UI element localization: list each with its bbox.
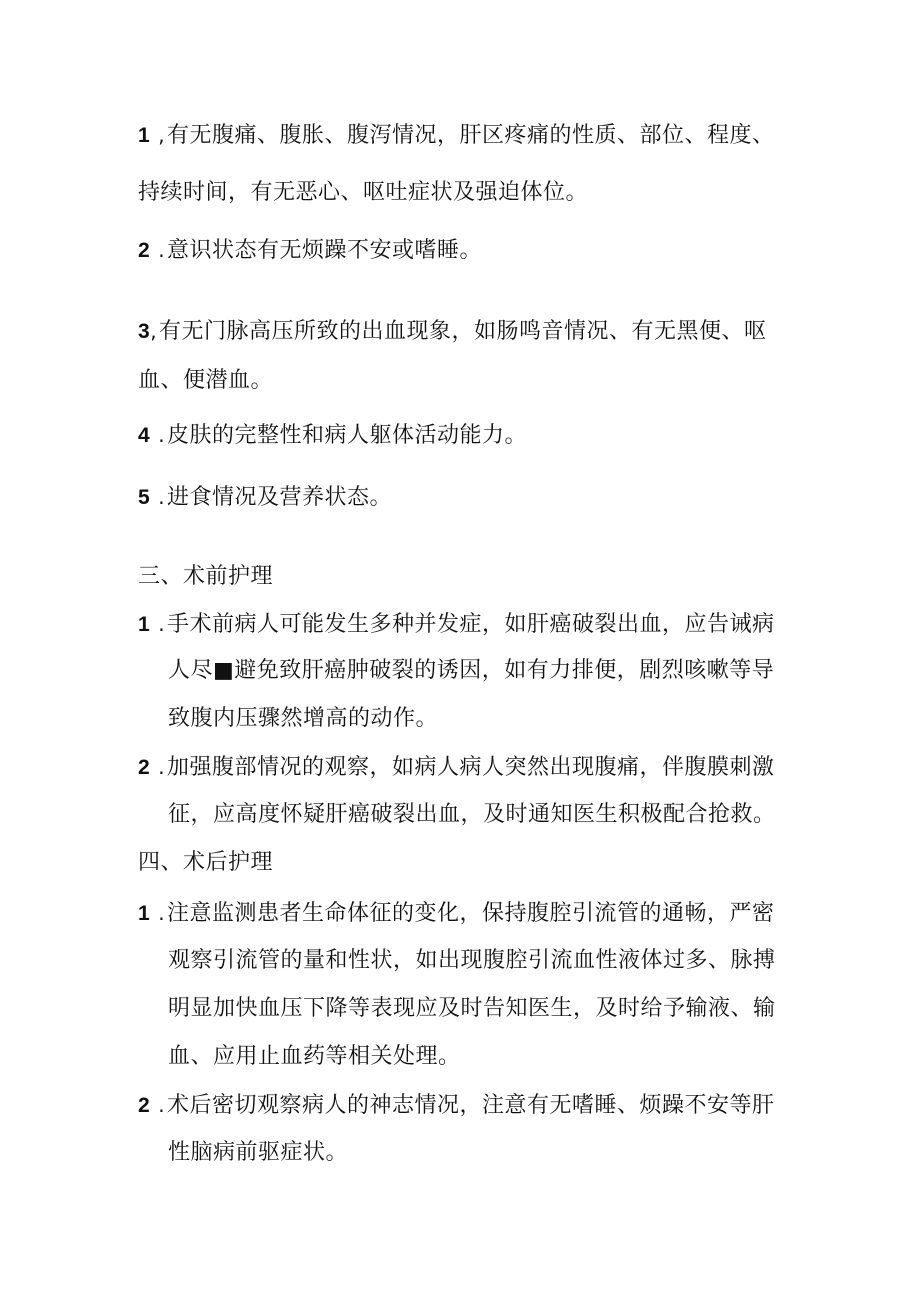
postop-item-1-line-1 [138, 898, 775, 929]
item-text: 皮肤的完整性和病人躯体活动能力。 [167, 423, 528, 448]
item-number: 1 [138, 902, 151, 925]
item-text: 观察引流管的量和性状，如出现腹腔引流血性液体过多、脉搏 [168, 948, 776, 973]
item-number: 1 [138, 124, 151, 147]
item-text: 征，应高度怀疑肝癌破裂出血，及时通知医生积极配合抢救。 [168, 802, 776, 827]
list-item-3-line-2 [138, 366, 273, 396]
item-text: 有无腹痛、腹胀、腹泻情况，肝区疼痛的性质、部位、程度、 [167, 123, 775, 148]
item-text: 性脑病前驱症状。 [168, 1140, 349, 1165]
item-text: 持续时间，有无恶心、呕吐症状及强迫体位。 [138, 180, 589, 205]
preop-item-1-line-3 [168, 704, 438, 734]
postop-item-1-line-3 [168, 994, 776, 1024]
item-text: 人尽■避免致肝癌肿破裂的诱因，如有力排便，剧烈咳嗽等导 [168, 658, 775, 683]
item-separator: . [158, 238, 166, 262]
item-number: 2 [138, 1094, 151, 1117]
item-number: 3 [138, 320, 151, 343]
preop-item-2-line-1 [138, 752, 775, 783]
postop-item-1-line-2 [168, 946, 776, 976]
item-text: 意识状态有无烦躁不安或嗜睡。 [167, 238, 483, 263]
item-separator: . [158, 423, 166, 447]
item-text: 有无门脉高压所致的出血现象，如肠鸣音情况、有无黑便、呕 [159, 319, 767, 344]
list-item-3-line-1 [138, 316, 767, 347]
preop-item-1-line-1 [138, 609, 775, 640]
item-text: 加强腹部情况的观察，如病人病人突然出现腹痛，伴腹膜刺激 [167, 755, 775, 780]
item-number: 5 [138, 486, 151, 509]
item-text: 注意监测患者生命体征的变化，保持腹腔引流管的通畅，严密 [167, 901, 775, 926]
item-text: 手术前病人可能发生多种并发症，如肝癌破裂出血，应告诫病 [167, 612, 775, 637]
item-number: 2 [138, 239, 151, 262]
list-item-1-line-2 [138, 178, 588, 208]
item-text: 明显加快血压下降等表现应及时告知医生，及时给予输液、输 [168, 996, 776, 1021]
item-text: 血、便潜血。 [138, 368, 274, 393]
item-text: 血、应用止血药等相关处理。 [168, 1044, 461, 1069]
item-number: 4 [138, 424, 151, 447]
item-separator: , [150, 319, 158, 343]
list-item-2-line-1 [138, 235, 482, 266]
list-item-4-line-1 [138, 420, 527, 451]
item-separator: . [158, 485, 166, 509]
item-text: 致腹内压骤然增高的动作。 [168, 706, 439, 731]
preop-item-1-line-2 [168, 656, 774, 686]
item-text: 术后密切观察病人的神志情况，注意有无嗜睡、烦躁不安等肝 [167, 1093, 775, 1118]
item-separator: . [158, 612, 166, 636]
section-heading-postop: 四、术后护理 [138, 850, 274, 875]
list-item-1-line-1 [138, 120, 775, 151]
item-separator: . [158, 901, 166, 925]
item-text: 进食情况及营养状态。 [167, 485, 393, 510]
postop-item-2-line-1 [138, 1090, 775, 1121]
item-separator: . [158, 755, 166, 779]
postop-item-2-line-2 [168, 1138, 348, 1168]
item-separator: . [158, 1093, 166, 1117]
item-number: 2 [138, 756, 151, 779]
postop-item-1-line-4 [168, 1042, 461, 1072]
item-number: 1 [138, 613, 151, 636]
item-separator: , [158, 123, 166, 147]
section-heading-preop: 三、术前护理 [138, 564, 274, 589]
preop-item-2-line-2 [168, 800, 776, 830]
list-item-5-line-1 [138, 482, 392, 513]
